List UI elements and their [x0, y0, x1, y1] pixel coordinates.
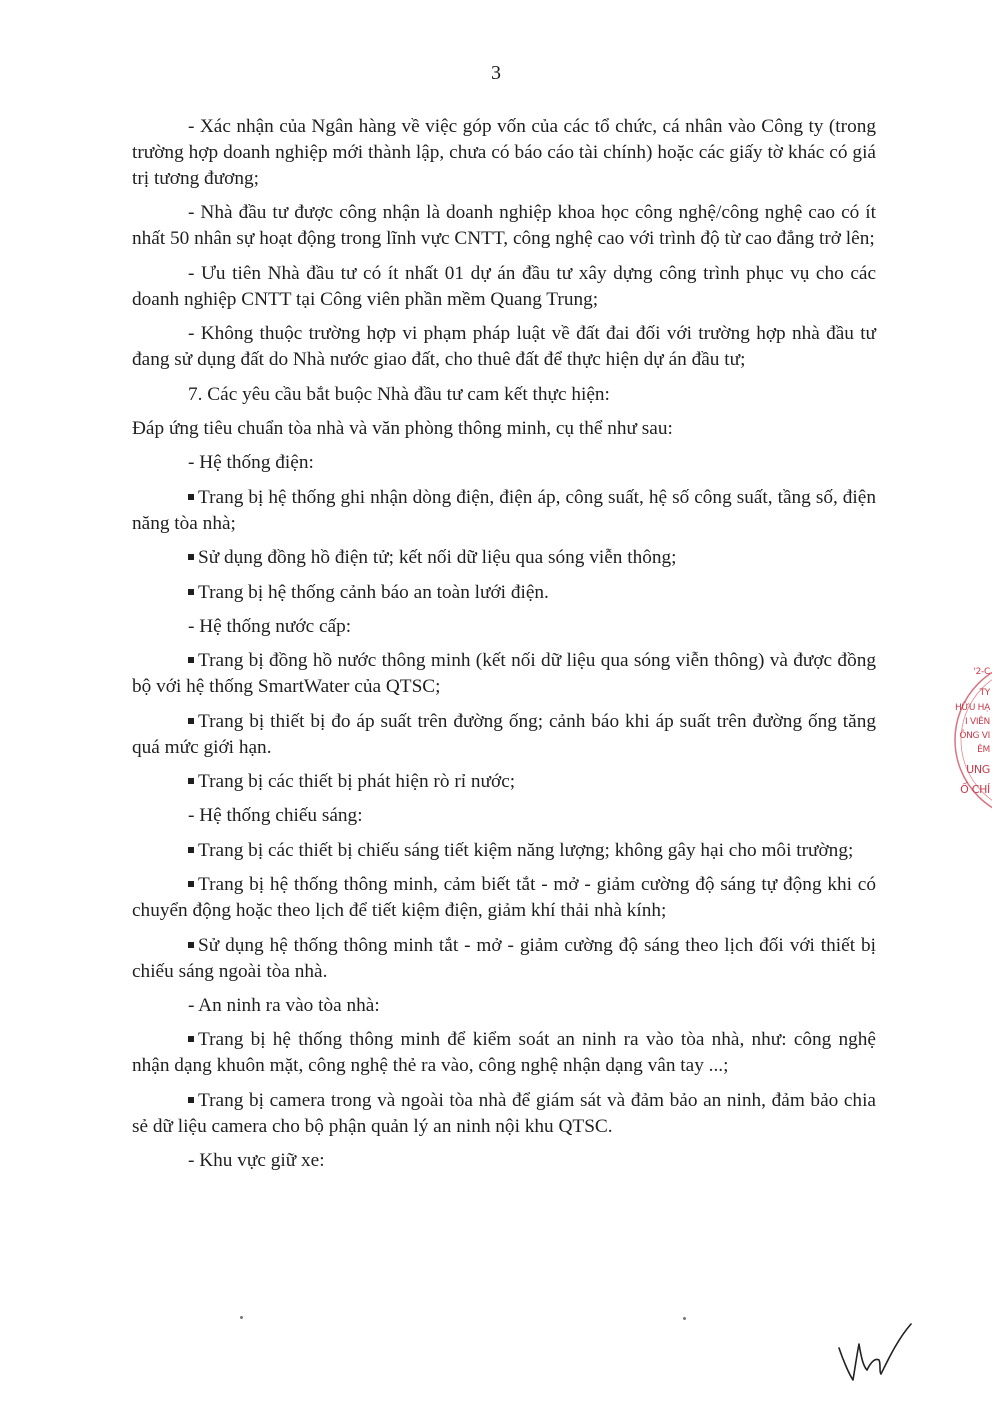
bullet-icon — [188, 778, 194, 784]
scan-speck — [240, 1316, 243, 1319]
list-item: Trang bị hệ thống thông minh để kiểm soát an ninh ra vào tòa nhà, như: công nghệ nhận dạng khuôn mặt, công nghệ thẻ ra vào, công nghệ nhận dạng vân tay ...; — [132, 1029, 876, 1077]
heading-lighting-system: - Hệ thống chiếu sáng: — [188, 805, 363, 827]
seal-text-line: HỮU HẠ — [954, 703, 990, 713]
signature-icon — [835, 1318, 915, 1388]
list-item: Sử dụng đồng hồ điện tử; kết nối dữ liệu qua sóng viễn thông; — [132, 545, 876, 571]
bullet-icon — [188, 1036, 194, 1042]
heading-parking-area: - Khu vực giữ xe: — [188, 1150, 325, 1172]
seal-text-line: '2-C — [973, 667, 990, 677]
list-item: Trang bị camera trong và ngoài tòa nhà để giám sát và đảm bảo an ninh, đảm bảo chia sẻ dữ liệu camera cho bộ phận quản lý an ninh nội khu QTSC. — [132, 1089, 876, 1137]
bullet-icon — [188, 1097, 194, 1103]
document-body — [132, 114, 876, 1183]
heading-building-security: - An ninh ra vào tòa nhà: — [188, 995, 380, 1017]
seal-text-line: ÊM — [977, 745, 990, 755]
paragraph-land-law: - Không thuộc trường hợp vi phạm pháp luật về đất đai đối với trường hợp nhà đầu tư đang sử dụng đất do Nhà nước giao đất, cho thuê đất để thực hiện dự án đầu tư; — [132, 323, 876, 371]
list-item: Trang bị đồng hồ nước thông minh (kết nối dữ liệu qua sóng viễn thông) và được đồng bộ với hệ thống SmartWater của QTSC; — [132, 650, 876, 698]
paragraph-smart-building: Đáp ứng tiêu chuẩn tòa nhà và văn phòng thông minh, cụ thể như sau: — [132, 417, 673, 439]
paragraph-bank-confirmation: - Xác nhận của Ngân hàng về việc góp vốn của các tổ chức, cá nhân vào Công ty (trong trường hợp doanh nghiệp mới thành lập, chưa có báo cáo tài chính) hoặc các giấy tờ khác có giá trị tương đương; — [132, 116, 876, 189]
list-item: Trang bị thiết bị đo áp suất trên đường ống; cảnh báo khi áp suất trên đường ống tăng quá mức giới hạn. — [132, 710, 876, 758]
list-item: Trang bị các thiết bị chiếu sáng tiết kiệm năng lượng; không gây hại cho môi trường; — [132, 838, 876, 864]
heading-water-system: - Hệ thống nước cấp: — [188, 615, 352, 637]
section-heading-7: 7. Các yêu cầu bắt buộc Nhà đầu tư cam kết thực hiện: — [188, 383, 610, 405]
bullet-icon — [188, 847, 194, 853]
bullet-icon — [188, 881, 194, 887]
heading-electrical-system: - Hệ thống điện: — [188, 452, 314, 474]
bullet-icon — [188, 718, 194, 724]
bullet-icon — [188, 942, 194, 948]
paragraph-tech-enterprise: - Nhà đầu tư được công nhận là doanh nghiệp khoa học công nghệ/công nghệ cao có ít nhất 50 nhân sự hoạt động trong lĩnh vực CNTT, công nghệ cao với trình độ từ cao đẳng trở lên; — [132, 202, 876, 250]
list-item: Trang bị hệ thống cảnh báo an toàn lưới điện. — [132, 580, 876, 606]
bullet-icon — [188, 554, 194, 560]
bullet-icon — [188, 657, 194, 663]
list-item: Trang bị các thiết bị phát hiện rò rỉ nước; — [132, 769, 876, 795]
list-item: Trang bị hệ thống thông minh, cảm biết tắt - mở - giảm cường độ sáng tự động khi có chuyển động hoặc theo lịch để tiết kiệm điện, giảm khí thải nhà kính; — [132, 874, 876, 922]
list-item: Sử dụng hệ thống thông minh tắt - mở - giảm cường độ sáng theo lịch đối với thiết bị chiếu sáng ngoài tòa nhà. — [132, 934, 876, 982]
seal-text-line: TY — [979, 688, 990, 698]
seal-text-line: ÔNG VI — [959, 731, 990, 741]
seal-text-line: I VIÊN — [965, 717, 990, 727]
company-seal — [950, 655, 992, 825]
bullet-icon — [188, 494, 194, 500]
page-number: 3 — [491, 62, 501, 84]
scan-speck — [683, 1317, 686, 1320]
paragraph-priority-investor: - Ưu tiên Nhà đầu tư có ít nhất 01 dự án đầu tư xây dựng công trình phục vụ cho các doanh nghiệp CNTT tại Công viên phần mềm Quang Trung; — [132, 262, 876, 310]
seal-text-line: Ố CHÍ — [960, 783, 990, 796]
bullet-icon — [188, 589, 194, 595]
list-item: Trang bị hệ thống ghi nhận dòng điện, điện áp, công suất, hệ số công suất, tầng số, điện năng tòa nhà; — [132, 486, 876, 534]
seal-text-line: UNG — [966, 763, 990, 776]
